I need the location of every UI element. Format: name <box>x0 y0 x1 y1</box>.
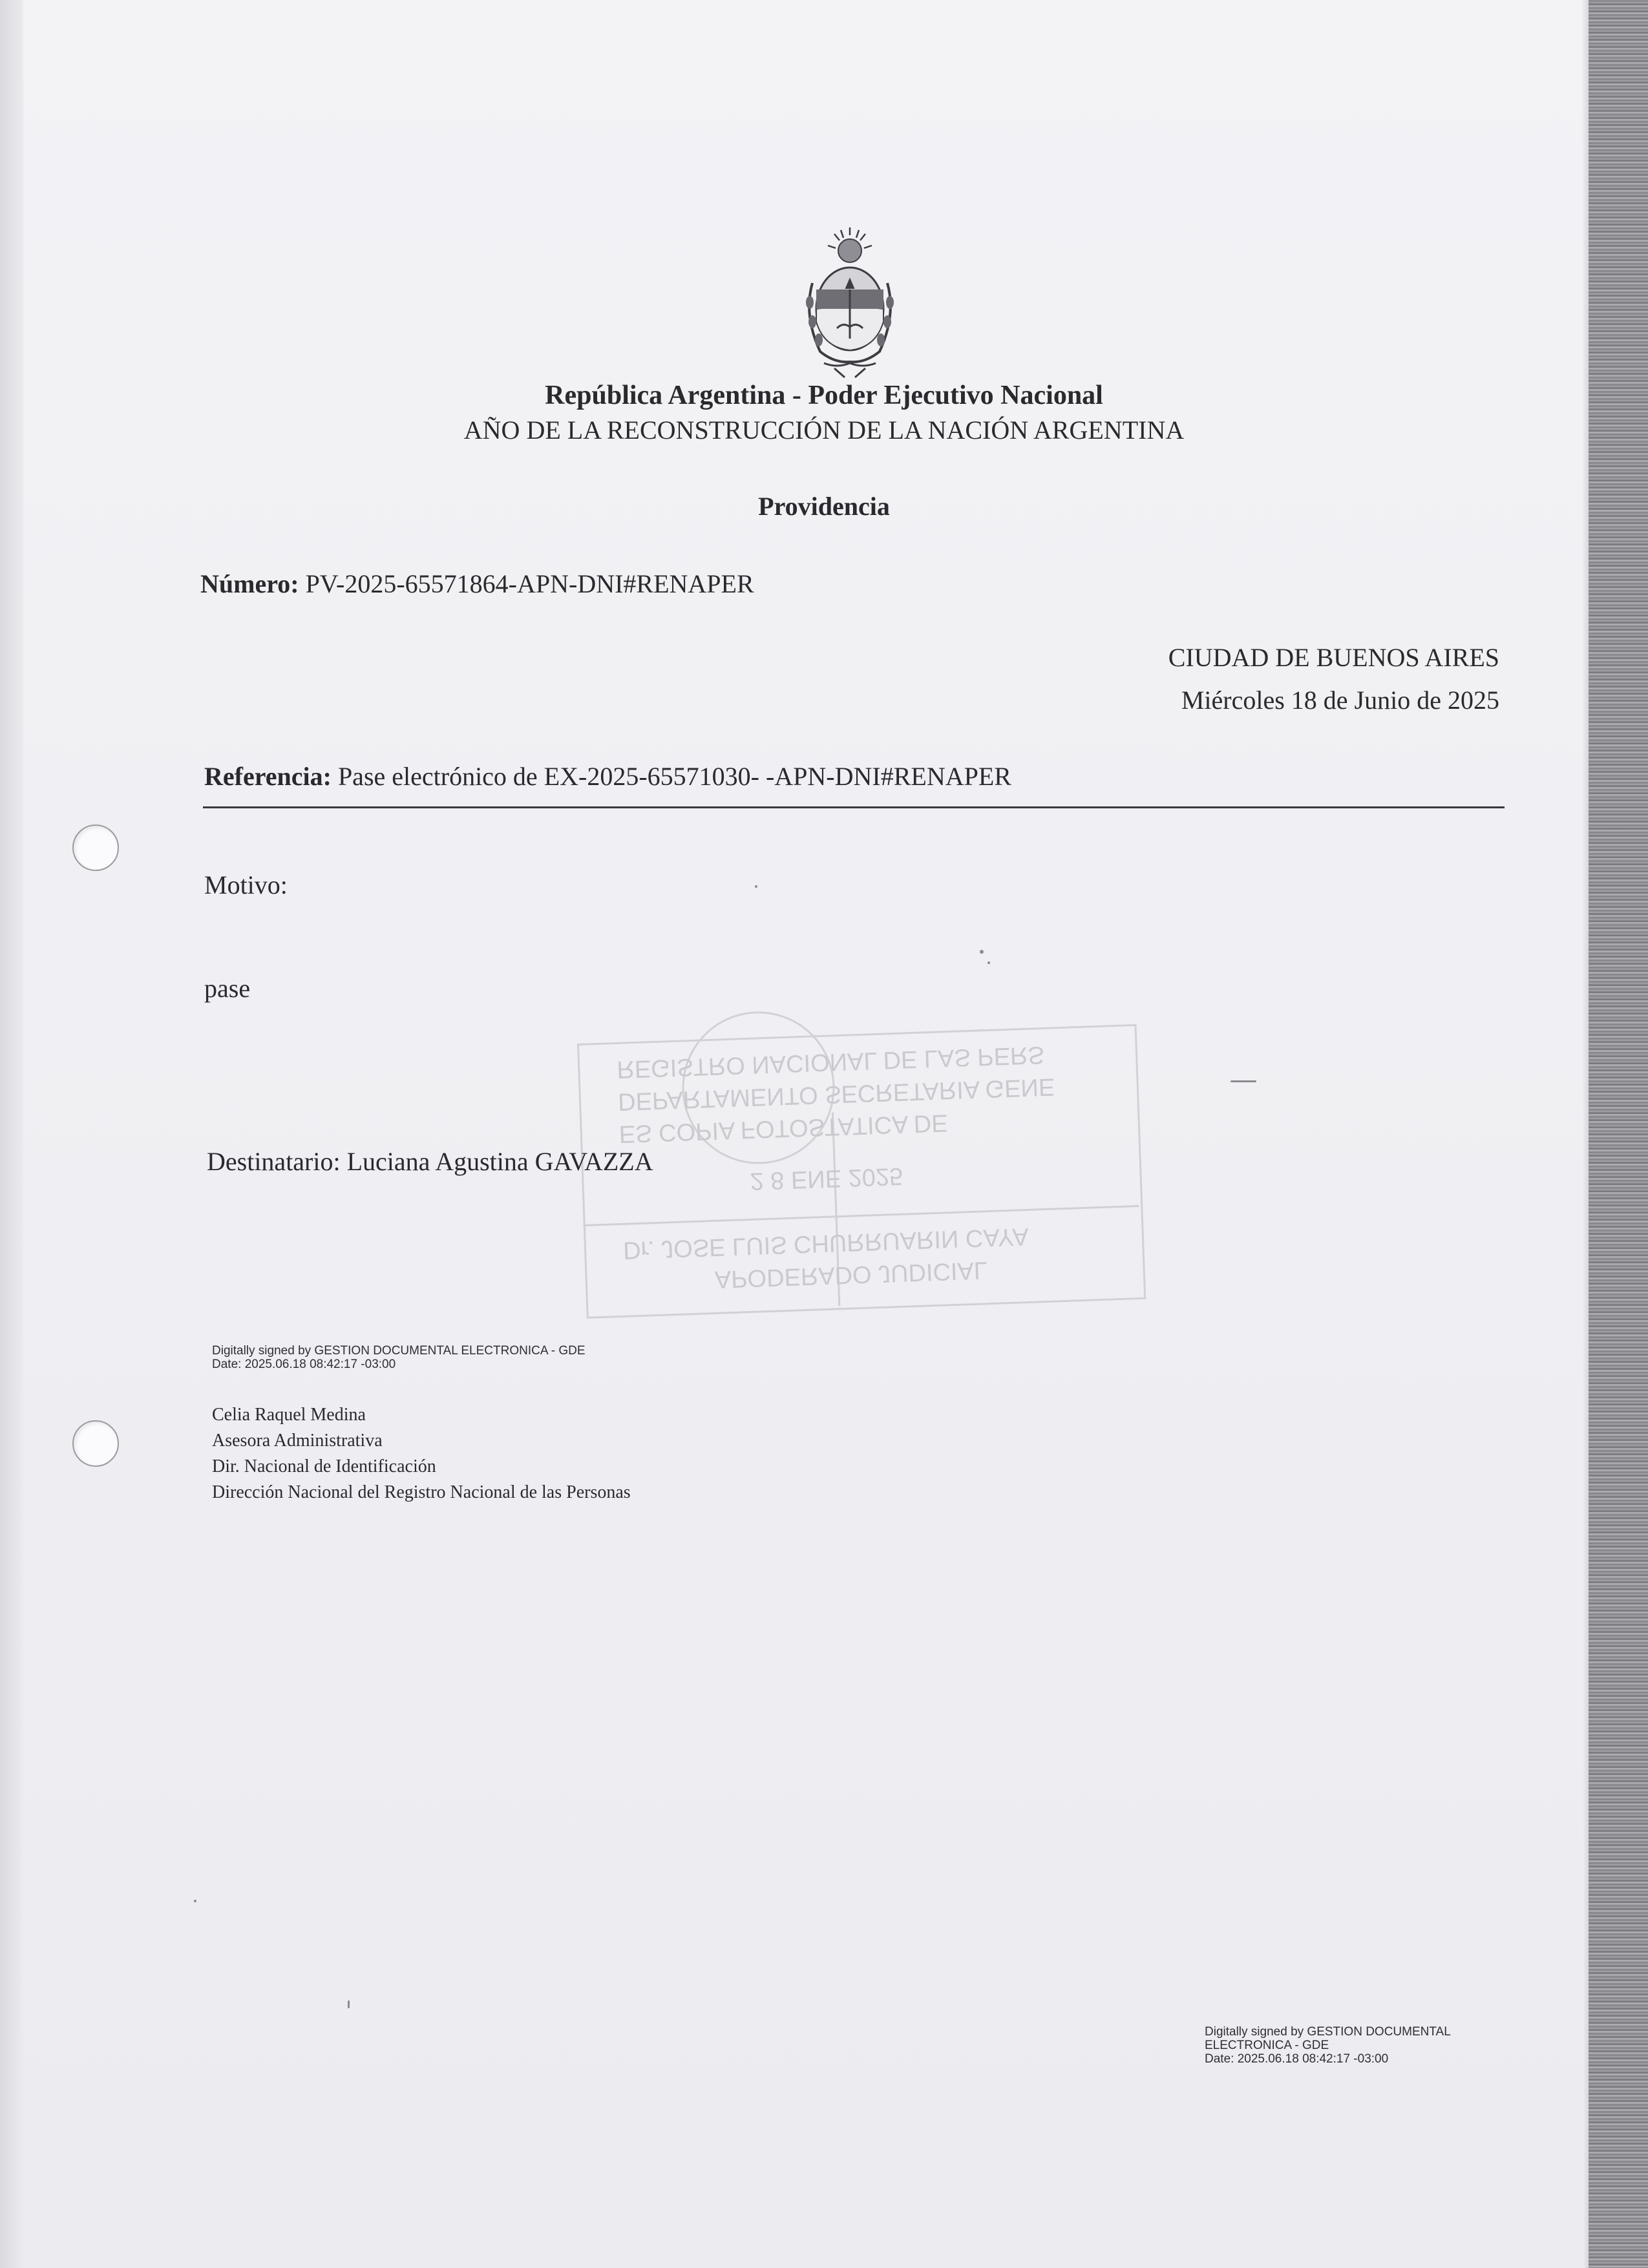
digital-signature-line-2: Date: 2025.06.18 08:42:17 -03:00 <box>212 1358 396 1371</box>
page-left-edge <box>0 0 23 2268</box>
stamp-line-2: DEPARTAMENTO SECRETARIA GENE <box>617 1073 1055 1115</box>
footer-signature-line-3: Date: 2025.06.18 08:42:17 -03:00 <box>1205 2052 1389 2066</box>
referencia-value: Pase electrónico de EX-2025-65571030- -APN-DNI#RENAPER <box>337 762 1011 791</box>
stamp-line-6: APODERADO JUDICIAL <box>714 1256 988 1293</box>
date: Miércoles 18 de Junio de 2025 <box>1181 686 1499 715</box>
punch-hole-bottom <box>72 1420 119 1467</box>
referencia-field <box>204 761 1011 792</box>
signer-block <box>212 1402 631 1506</box>
scan-mark <box>1231 1080 1256 1082</box>
certification-stamp <box>576 998 1143 1341</box>
header-title: República Argentina - Poder Ejecutivo Nacional <box>545 381 1103 410</box>
national-coat-of-arms-icon <box>798 225 902 380</box>
punch-hole-top <box>72 824 119 871</box>
numero-value: PV-2025-65571864-APN-DNI#RENAPER <box>305 569 754 598</box>
signer-directorate: Dirección Nacional del Registro Nacional de las Personas <box>212 1482 631 1502</box>
referencia-label: Referencia: <box>204 762 332 791</box>
stamp-line-3: ES COPIA FOTOSTATICA DE <box>618 1109 949 1148</box>
signer-name: Celia Raquel Medina <box>212 1405 366 1425</box>
city: CIUDAD DE BUENOS AIRES <box>1168 643 1499 672</box>
scan-speck <box>194 1900 196 1902</box>
stamp-line-5: Dr. JOSE LUIS CHURRUARIN CAYA <box>622 1222 1030 1264</box>
header-divider <box>203 806 1505 808</box>
signer-position: Asesora Administrativa <box>212 1431 383 1451</box>
motivo-label: Motivo: <box>204 870 288 899</box>
footer-signature-line-1: Digitally signed by GESTION DOCUMENTAL <box>1205 2025 1451 2039</box>
scan-mark <box>348 2000 350 2008</box>
year-motto: AÑO DE LA RECONSTRUCCIÓN DE LA NACIÓN ARGENTINA <box>463 415 1185 445</box>
stamp-line-1: REGISTRO NACIONAL DE LAS PERS <box>616 1040 1045 1084</box>
scan-speck <box>988 961 990 964</box>
signer-office: Dir. Nacional de Identificación <box>212 1456 436 1476</box>
motivo-value: pase <box>204 974 251 1003</box>
destinatario: Destinatario: Luciana Agustina GAVAZZA <box>207 1147 653 1176</box>
digital-signature-line-1: Digitally signed by GESTION DOCUMENTAL ELECTRONICA - GDE <box>212 1344 586 1358</box>
document-type: Providencia <box>758 492 890 521</box>
numero-label: Número: <box>200 569 299 598</box>
scan-speck <box>755 885 757 888</box>
page-right-edge <box>1589 0 1648 2268</box>
digital-signature-block <box>212 1344 677 1371</box>
footer-signature-line-2: ELECTRONICA - GDE <box>1205 2039 1329 2052</box>
numero-field <box>200 569 754 599</box>
stamp-line-4: 2 8 ENE 2025 <box>749 1162 903 1195</box>
scan-speck <box>980 950 984 954</box>
footer-digital-signature <box>1205 2025 1502 2066</box>
